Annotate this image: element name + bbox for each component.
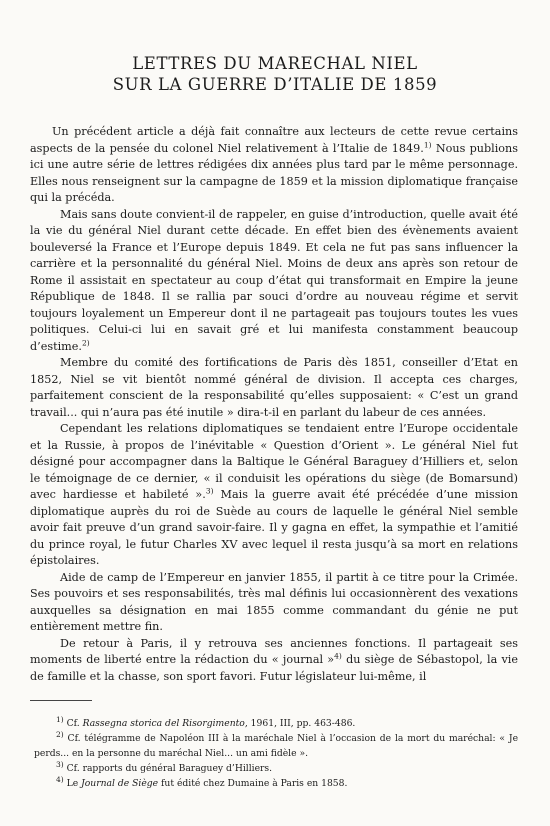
article-body <box>30 124 518 685</box>
paragraph-2: Mais sans doute convient-il de rappeler, en guise d’introduction, quelle avait été la vie du général Niel durant cette décade. En effet bien des évènements avaient bouleversé la France et l’Europe depuis 1849. Et cela ne fut pas sans influencer la carrière et la personnalité du général Niel. Moins de deux ans après son retour de Rome il assistait en spectateur au coup d’état qui transformait en Empire la jeune République de 1848. Il se rallia par souci d’ordre au nouveau régime et servit toujours loyalement un Empereur dont il ne partageait pas toujours toutes les vues politiques. Celui-ci lui en savait gré et lui manifesta constamment beaucoup d’estime.$^{2)}$ <box>30 207 518 353</box>
paragraph-3: Membre du comité des fortifications de Paris dès 1851, conseiller d’Etat en 1852, Niel se vit bientôt nommé général de division. Il accepta ces charges, parfaitement conscient de la responsabilité qu’elles supposaient: « C’est un grand travail... qui n’aura pas été inutile » dira-t-il en parlant du labeur de ces années. <box>30 356 518 419</box>
title-line-1: LETTRES DU MARECHAL NIEL <box>132 54 418 73</box>
footnote-1: $^{1)}$ Cf. Rassegna storica del Risorgimento, 1961, III, pp. 463-486. <box>56 714 356 729</box>
paragraph-6: De retour à Paris, il y retrouva ses anciennes fonctions. Il partageait ses moments de liberté entre la rédaction du « journal »$^{4)}$ du siège de Sébastopol, la vie de famille et la chasse, son sport favori. Futur législateur lui-même, il <box>30 636 518 683</box>
footnote-ref[interactable]: 3) <box>205 486 214 496</box>
footnote-ref[interactable]: 4) <box>334 651 342 661</box>
paragraph-5: Aide de camp de l’Empereur en janvier 1855, il partit à ce titre pour la Crimée. Ses pouvoirs et ses responsabilités, très mal définis lui occasionnèrent des vexations auxquelles sa désignation en mai 1855 comme commandant du génie ne put entièrement mettre fin. <box>30 570 518 633</box>
footnote-3: $^{3)}$ Cf. rapports du général Baraguey d’Hilliers. <box>56 759 273 774</box>
article-title <box>0 53 550 95</box>
paragraph-1: Un précédent article a déjà fait connaître aux lecteurs de cette revue certains aspects de la pensée du colonel Niel relativement à l’Italie de 1849.$^{1)}$ Nous publions ici une autre série de lettres rédigées dix années plus tard par le même personnage. Elles nous renseignent sur la campagne de 1859 et la mission diplomatique française qui la précéda. <box>30 125 518 204</box>
footnote-2: $^{2)}$ Cf. télégramme de Napoléon III à la maréchale Niel à l’occasion de la mort du maréchal: « Je perds... en la personne du maréchal Niel... un ami fidèle ». <box>34 729 519 759</box>
paragraph-4: Cependant les relations diplomatiques se tendaient entre l’Europe occidentale et la Russie, à propos de l’inévitable « Question d’Orient ». Le général Niel fut désigné pour accompagner dans la Baltique le Général Baraguey d’Hilliers et, selon le témoignage de ce dernier, « il conduisit les opérations du siège (de Bomarsund) avec hardiesse et habileté ».$^{3)}$ Mais la guerre avait été précédée d’une mission diplomatique auprès du roi de Suède au cours de laquelle le général Niel semble avoir fait preuve d’un grand savoir-faire. Il y gagna en effet, la sympathie et l’amitié du prince royal, le futur Charles XV avec lequel il resta jusqu’à sa mort en relations épistolaires. <box>30 422 518 567</box>
footnote-ref[interactable]: 2) <box>81 337 90 347</box>
footnote-ref[interactable]: 1) <box>423 139 432 149</box>
footnote-separator <box>30 700 92 701</box>
footnotes <box>34 716 518 791</box>
title-line-2: SUR LA GUERRE D’ITALIE DE 1859 <box>112 75 438 94</box>
footnote-4: $^{4)}$ Le Journal de Siège fut édité chez Dumaine à Paris en 1858. <box>56 774 348 789</box>
